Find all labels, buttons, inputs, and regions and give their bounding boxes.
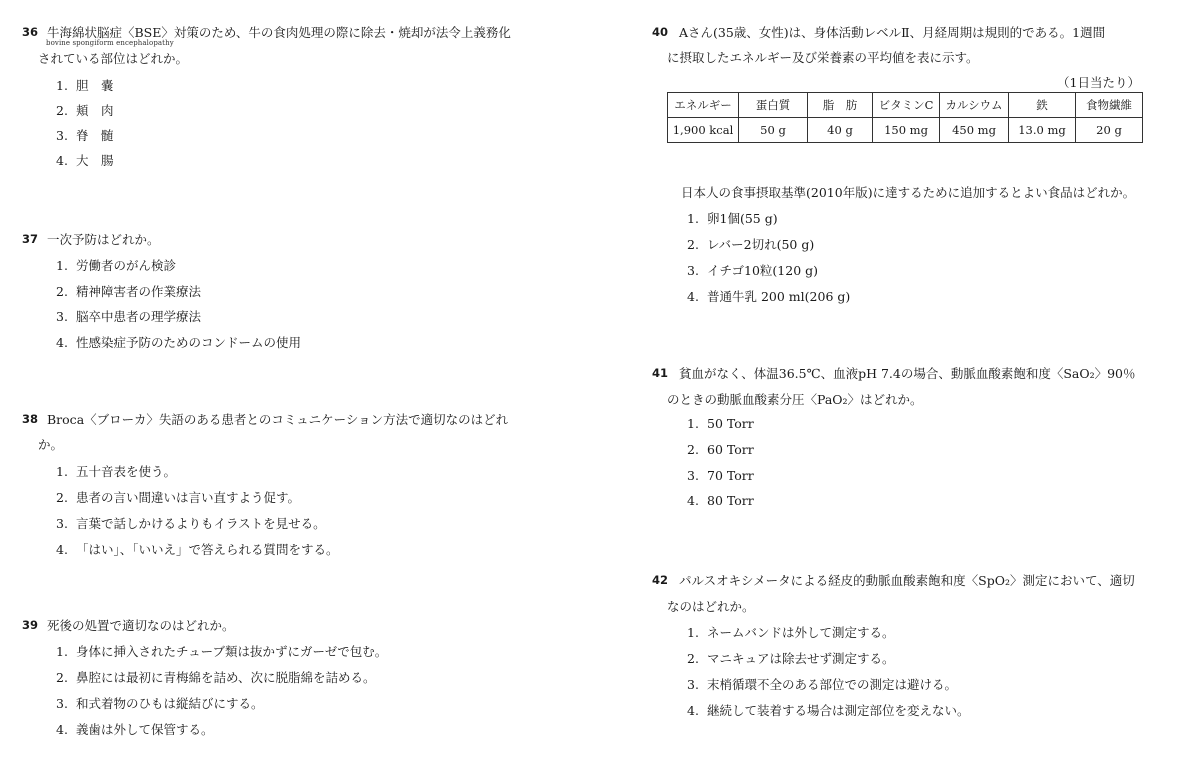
table-header-cell: 食物繊維 [1076, 93, 1143, 118]
option-3[interactable] [56, 126, 114, 144]
option-2[interactable] [56, 488, 300, 506]
question-stem-line1: 一次予防はどれか。 [47, 232, 160, 247]
option-4[interactable] [56, 333, 301, 351]
table-cell: 1,900 kcal [668, 118, 739, 143]
option-number: 4. [56, 542, 68, 557]
question-stem-line2: か。 [38, 437, 64, 452]
option-number: 1. [687, 625, 699, 640]
option-number: 2. [687, 442, 699, 457]
option-text: 五十音表を使う。 [76, 464, 177, 479]
option-number: 4. [687, 493, 699, 508]
option-3[interactable] [56, 514, 326, 532]
table-cell: 40 g [808, 118, 873, 143]
option-2[interactable] [687, 649, 895, 667]
option-text: 50 Torr [707, 416, 754, 431]
option-number: 2. [56, 670, 68, 685]
option-2[interactable] [687, 442, 754, 457]
question-stem-line1: 死後の処置で適切なのはどれか。 [47, 618, 235, 633]
table-header-cell: 鉄 [1009, 93, 1076, 118]
option-1[interactable] [687, 416, 754, 431]
question-stem-line1: パルスオキシメータによる経皮的動脈血酸素飽和度〈SpO₂〉測定において、適切 [679, 573, 1135, 588]
question-stem-line1: Broca〈ブローカ〉失語のある患者とのコミュニケーション方法で適切なのはどれ [47, 412, 509, 427]
table-cell: 13.0 mg [1009, 118, 1076, 143]
option-number: 3. [687, 677, 699, 692]
option-text: 大 腸 [76, 153, 114, 168]
option-text: 言葉で話しかけるよりもイラストを見せる。 [76, 516, 326, 531]
option-number: 4. [56, 335, 68, 350]
option-number: 1. [56, 258, 68, 273]
option-number: 2. [56, 103, 68, 118]
question-number: 40 [652, 25, 669, 39]
option-2[interactable] [56, 668, 376, 686]
option-3[interactable] [687, 675, 957, 693]
option-text: 労働者のがん検診 [76, 258, 177, 273]
option-text: 脳卒中患者の理学療法 [76, 309, 202, 324]
option-1[interactable] [56, 642, 387, 660]
option-number: 1. [56, 464, 68, 479]
table-header-cell: ビタミンC [873, 93, 940, 118]
option-number: 1. [56, 644, 68, 659]
option-number: 4. [56, 722, 68, 737]
option-number: 3. [56, 516, 68, 531]
table-cell: 150 mg [873, 118, 940, 143]
option-text: 頬 肉 [76, 103, 114, 118]
option-number: 3. [56, 696, 68, 711]
option-4[interactable] [687, 493, 754, 508]
option-3[interactable] [56, 694, 264, 712]
question-number: 37 [22, 232, 39, 246]
nutrient-table [667, 92, 1143, 143]
option-text: 脊 髄 [76, 128, 114, 143]
option-1[interactable] [56, 256, 176, 274]
option-1[interactable] [56, 76, 114, 94]
question-stem-line2: なのはどれか。 [667, 599, 755, 614]
table-header-cell: 蛋白質 [739, 93, 808, 118]
question-stem-line1: 牛海綿状脳症〈BSE〉対策のため、牛の食肉処理の際に除去・焼却が法令上義務化 [47, 25, 511, 40]
table-cell: 450 mg [940, 118, 1009, 143]
question-number: 38 [22, 412, 39, 426]
option-number: 3. [56, 128, 68, 143]
option-number: 2. [687, 237, 699, 252]
option-number: 2. [56, 490, 68, 505]
option-2[interactable] [56, 282, 201, 300]
option-text: マニキュアは除去せず測定する。 [707, 651, 895, 666]
option-number: 4. [687, 289, 699, 304]
option-text: イチゴ10粒(120 g) [707, 263, 818, 278]
option-number: 1. [687, 211, 699, 226]
question-number: 42 [652, 573, 669, 587]
table-header-cell: カルシウム [940, 93, 1009, 118]
option-1[interactable] [687, 623, 895, 641]
option-4[interactable] [687, 701, 970, 719]
option-text: 70 Torr [707, 468, 754, 483]
table-header-row [668, 93, 1143, 118]
table-header-cell: エネルギー [668, 93, 739, 118]
table-cell: 20 g [1076, 118, 1143, 143]
question-stem-line1: Aさん(35歳、女性)は、身体活動レベルⅡ、月経周期は規則的である。1週間 [679, 25, 1106, 40]
question-stem-line3: 日本人の食事摂取基準(2010年版)に達するために追加するとよい食品はどれか。 [681, 185, 1136, 200]
option-text: 患者の言い間違いは言い直すよう促す。 [76, 490, 301, 505]
stem-gloss: bovine spongiform encephalopathy [46, 39, 174, 47]
table-header-cell: 脂 肪 [808, 93, 873, 118]
option-text: 60 Torr [707, 442, 754, 457]
option-1[interactable] [687, 209, 778, 227]
option-number: 4. [687, 703, 699, 718]
option-text: 卵1個(55 g) [707, 211, 778, 226]
option-2[interactable] [687, 235, 814, 253]
option-3[interactable] [687, 261, 818, 279]
option-text: 義歯は外して保管する。 [76, 722, 214, 737]
question-number: 36 [22, 25, 39, 39]
question-stem-line2: のときの動脈血酸素分圧〈PaO₂〉はどれか。 [667, 392, 923, 407]
option-number: 2. [56, 284, 68, 299]
option-4[interactable] [56, 151, 114, 169]
question-stem-line2: されている部位はどれか。 [38, 51, 189, 66]
option-text: 末梢循環不全のある部位での測定は避ける。 [707, 677, 958, 692]
option-text: レバー2切れ(50 g) [707, 237, 815, 252]
option-number: 3. [56, 309, 68, 324]
table-row [668, 118, 1143, 143]
option-text: 継続して装着する場合は測定部位を変えない。 [707, 703, 970, 718]
option-text: ネームバンドは外して測定する。 [707, 625, 895, 640]
option-text: 身体に挿入されたチューブ類は抜かずにガーゼで包む。 [76, 644, 388, 659]
option-text: 精神障害者の作業療法 [76, 284, 202, 299]
question-stem-line2: に摂取したエネルギー及び栄養素の平均値を表に示す。 [667, 50, 979, 65]
option-1[interactable] [56, 462, 176, 480]
option-text: 鼻腔には最初に青梅綿を詰め、次に脱脂綿を詰める。 [76, 670, 376, 685]
option-text: 「はい」、「いいえ」で答えられる質問をする。 [76, 542, 339, 557]
question-stem-line1: 貧血がなく、体温36.5℃、血液pH 7.4の場合、動脈血酸素飽和度〈SaO₂〉90％ [679, 366, 1136, 381]
option-text: 80 Torr [707, 493, 754, 508]
option-4[interactable] [56, 720, 214, 738]
option-number: 3. [687, 468, 699, 483]
option-number: 1. [687, 416, 699, 431]
option-number: 3. [687, 263, 699, 278]
option-text: 普通牛乳 200 ml(206 g) [707, 289, 851, 304]
question-number: 39 [22, 618, 39, 632]
option-2[interactable] [56, 101, 114, 119]
table-unit-note: （1日当たり） [1057, 75, 1140, 90]
question-number: 41 [652, 366, 669, 380]
option-number: 4. [56, 153, 68, 168]
option-3[interactable] [687, 468, 754, 483]
option-4[interactable] [687, 287, 850, 305]
option-3[interactable] [56, 307, 201, 325]
option-text: 胆 嚢 [76, 78, 114, 93]
option-text: 和式着物のひもは縦結びにする。 [76, 696, 264, 711]
option-number: 1. [56, 78, 68, 93]
option-4[interactable] [56, 540, 339, 558]
option-text: 性感染症予防のためのコンドームの使用 [76, 335, 302, 350]
table-cell: 50 g [739, 118, 808, 143]
option-number: 2. [687, 651, 699, 666]
